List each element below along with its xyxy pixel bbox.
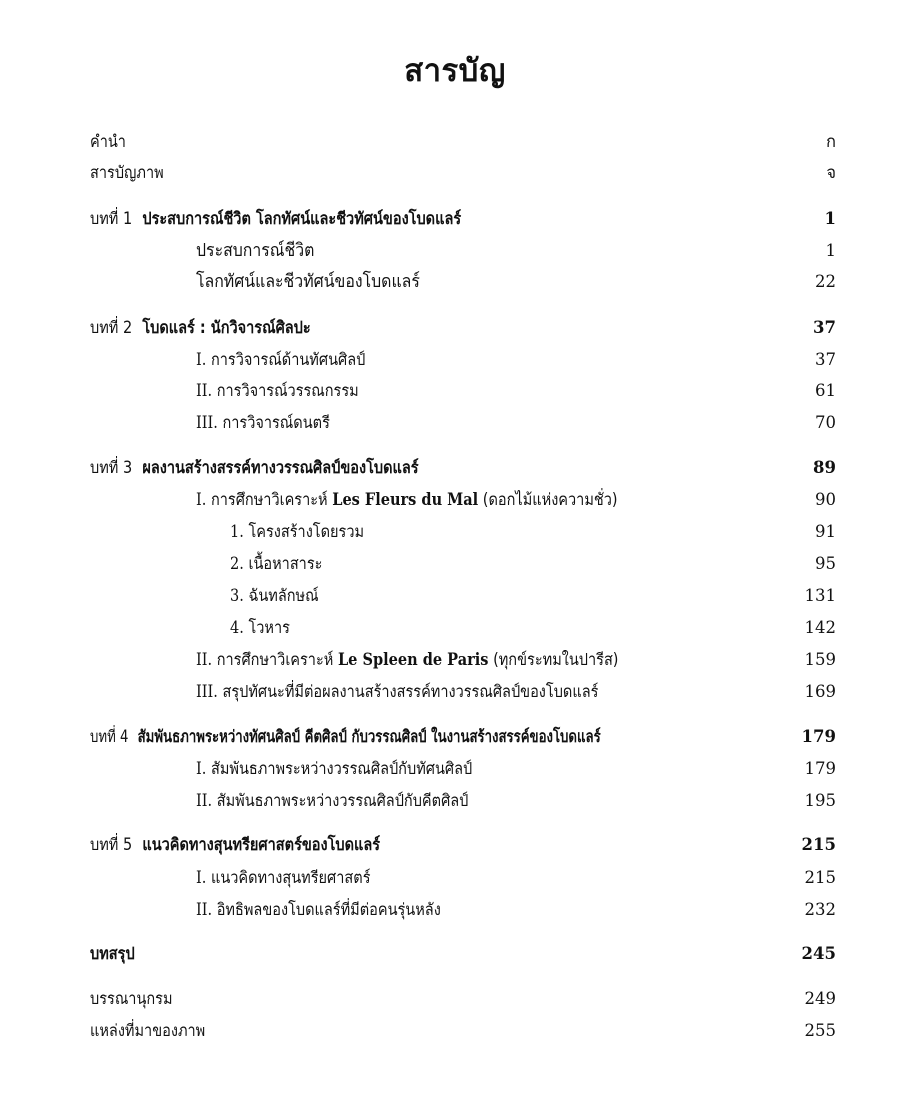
chapter-number: บทที่ 5: [90, 835, 133, 854]
chapter-title: โบดแลร์ : นักวิจารณ์ศิลปะ: [142, 318, 311, 337]
toc-subsection-page: 142: [804, 618, 836, 637]
toc-section-page: 232: [804, 900, 836, 919]
toc-chapter-page: 215: [801, 835, 836, 854]
toc-section-page: 169: [804, 682, 836, 701]
subsection-title: โวหาร: [248, 618, 290, 637]
toc-subsection-label: [230, 549, 322, 579]
section-title: แนวคิดทางสุนทรียศาสตร์: [210, 868, 371, 887]
toc-section[interactable]: [0, 267, 910, 297]
toc-chapter-label: [90, 313, 311, 343]
subsection-number: 4.: [230, 618, 244, 637]
subsection-number: 2.: [230, 554, 244, 573]
chapter-title: ผลงานสร้างสรรค์ทางวรรณศิลป์ของโบดแลร์: [142, 458, 419, 477]
toc-subsection-label: [230, 613, 290, 643]
toc-section[interactable]: [0, 236, 910, 266]
subsection-number: 1.: [230, 522, 244, 541]
toc-chapter-page: 1: [824, 209, 836, 228]
toc-subsection-label: [230, 517, 364, 547]
chapter-title: สัมพันธภาพระหว่างทัศนศิลป์ คีตศิลป์ กับวรรณศิลป์ ในงานสร้างสรรค์ของโบดแลร์: [137, 727, 601, 746]
toc-section-label: [196, 786, 468, 816]
chapter-number: บทที่ 2: [90, 318, 133, 337]
toc-subsection-page: 95: [815, 554, 836, 573]
section-numeral: I.: [196, 868, 207, 887]
toc-entry-preface[interactable]: [0, 127, 910, 157]
section-title: การวิจารณ์วรรณกรรม: [216, 381, 359, 400]
toc-subsection-label: [230, 581, 319, 611]
section-title-post: (ทุกข์ระทมในปารีส): [493, 650, 619, 669]
chapter-number: บทที่ 1: [90, 209, 133, 228]
toc-section-label: [196, 485, 618, 515]
toc-entry-image-sources[interactable]: [0, 1016, 910, 1046]
toc-section[interactable]: [0, 786, 910, 816]
toc-section-page: 22: [815, 272, 836, 291]
section-numeral: III.: [196, 682, 218, 701]
section-numeral: I.: [196, 350, 207, 369]
toc-entry-page: 249: [804, 989, 836, 1008]
section-numeral: II.: [196, 650, 213, 669]
toc-section-label: [196, 645, 618, 675]
toc-section[interactable]: [0, 754, 910, 784]
section-title-pre: การศึกษาวิเคราะห์: [216, 650, 334, 669]
chapter-title: ประสบการณ์ชีวิต โลกทัศน์และชีวทัศน์ของโบดแลร์: [142, 209, 462, 228]
subsection-title: เนื้อหาสาระ: [248, 554, 323, 573]
toc-section-label: [196, 345, 365, 375]
toc-section-label: ประสบการณ์ชีวิต: [196, 240, 315, 261]
toc-entry-label: แหล่งที่มาของภาพ: [90, 1021, 206, 1040]
toc-chapter-label: [90, 204, 461, 234]
section-title-pre: การศึกษาวิเคราะห์: [210, 490, 328, 509]
section-numeral: II.: [196, 900, 213, 919]
section-title-post: (ดอกไม้แห่งความชั่ว): [482, 490, 618, 509]
toc-section[interactable]: [0, 645, 910, 675]
chapter-title: แนวคิดทางสุนทรียศาสตร์ของโบดแลร์: [142, 835, 381, 854]
section-numeral: I.: [196, 490, 207, 509]
toc-section-page: 90: [815, 490, 836, 509]
toc-chapter-4[interactable]: [0, 722, 910, 752]
section-title: การวิจารณ์ดนตรี: [222, 413, 330, 432]
section-numeral: III.: [196, 413, 218, 432]
toc-section-page: 195: [804, 791, 836, 810]
toc-section-page: 179: [804, 759, 836, 778]
subsection-title: ฉันทลักษณ์: [248, 586, 319, 605]
toc-section-label: [196, 408, 330, 438]
section-title: การวิจารณ์ด้านทัศนศิลป์: [210, 350, 366, 369]
toc-section-page: 61: [815, 381, 836, 400]
toc-subsection[interactable]: [0, 549, 910, 579]
toc-section-label: [196, 677, 598, 707]
section-title: สรุปทัศนะที่มีต่อผลงานสร้างสรรค์ทางวรรณศิลป์ของโบดแลร์: [222, 682, 599, 701]
toc-section-page: 37: [815, 350, 836, 369]
section-numeral: I.: [196, 759, 207, 778]
toc-section-page: 215: [804, 868, 836, 887]
toc-section-label: [196, 863, 371, 893]
toc-section[interactable]: [0, 863, 910, 893]
toc-chapter-3[interactable]: [0, 453, 910, 483]
section-title: สัมพันธภาพระหว่างวรรณศิลป์กับคีตศิลป์: [216, 791, 469, 810]
page-title: สารบัญ: [404, 53, 506, 89]
toc-entry-page: จ: [826, 163, 836, 182]
toc-entry-page: 255: [804, 1021, 836, 1040]
chapter-number: บทที่ 3: [90, 458, 133, 477]
toc-chapter-label: [90, 830, 380, 860]
toc-subsection-page: 131: [804, 586, 836, 605]
toc-section[interactable]: [0, 677, 910, 707]
toc-conclusion[interactable]: [0, 939, 910, 969]
toc-section[interactable]: [0, 376, 910, 406]
chapter-number: บทที่ 4: [90, 727, 129, 746]
toc-section-label: [196, 376, 359, 406]
toc-chapter-page: 89: [813, 458, 836, 477]
toc-section-page: 70: [815, 413, 836, 432]
toc-section-label: [196, 895, 441, 925]
toc-chapter-page: 179: [801, 727, 836, 746]
toc-section[interactable]: [0, 345, 910, 375]
toc-entry-bibliography[interactable]: [0, 984, 910, 1014]
toc-subsection[interactable]: [0, 581, 910, 611]
toc-section-label: โลกทัศน์และชีวทัศน์ของโบดแลร์: [196, 271, 420, 292]
subsection-number: 3.: [230, 586, 244, 605]
toc-subsection-page: 91: [815, 522, 836, 541]
toc-section-page: 1: [825, 241, 836, 260]
toc-section-label: [196, 754, 472, 784]
toc-entry-label: คำนำ: [90, 132, 126, 151]
toc-conclusion-page: 245: [801, 944, 836, 963]
toc-conclusion-label: บทสรุป: [90, 944, 135, 963]
section-title: สัมพันธภาพระหว่างวรรณศิลป์กับทัศนศิลป์: [210, 759, 473, 778]
work-title: Le Spleen de Paris: [337, 650, 489, 669]
toc-entry-page: ก: [826, 132, 836, 151]
section-title: อิทธิพลของโบดแลร์ที่มีต่อคนรุ่นหลัง: [216, 900, 441, 919]
section-numeral: II.: [196, 381, 213, 400]
toc-chapter-page: 37: [813, 318, 836, 337]
toc-chapter-1[interactable]: [0, 204, 910, 234]
toc-section[interactable]: [0, 408, 910, 438]
toc-chapter-label: [90, 722, 601, 752]
toc-chapter-2[interactable]: [0, 313, 910, 343]
toc-subsection[interactable]: [0, 613, 910, 643]
section-numeral: II.: [196, 791, 213, 810]
toc-section[interactable]: [0, 895, 910, 925]
subsection-title: โครงสร้างโดยรวม: [248, 522, 365, 541]
toc-chapter-5[interactable]: [0, 830, 910, 860]
toc-entry-label: สารบัญภาพ: [90, 163, 164, 182]
toc-entry-label: บรรณานุกรม: [90, 989, 173, 1008]
toc-section-page: 159: [804, 650, 836, 669]
toc-section[interactable]: [0, 485, 910, 515]
work-title: Les Fleurs du Mal: [332, 490, 479, 509]
toc-subsection[interactable]: [0, 517, 910, 547]
toc-entry-list-of-figures[interactable]: [0, 158, 910, 188]
toc-chapter-label: [90, 453, 419, 483]
